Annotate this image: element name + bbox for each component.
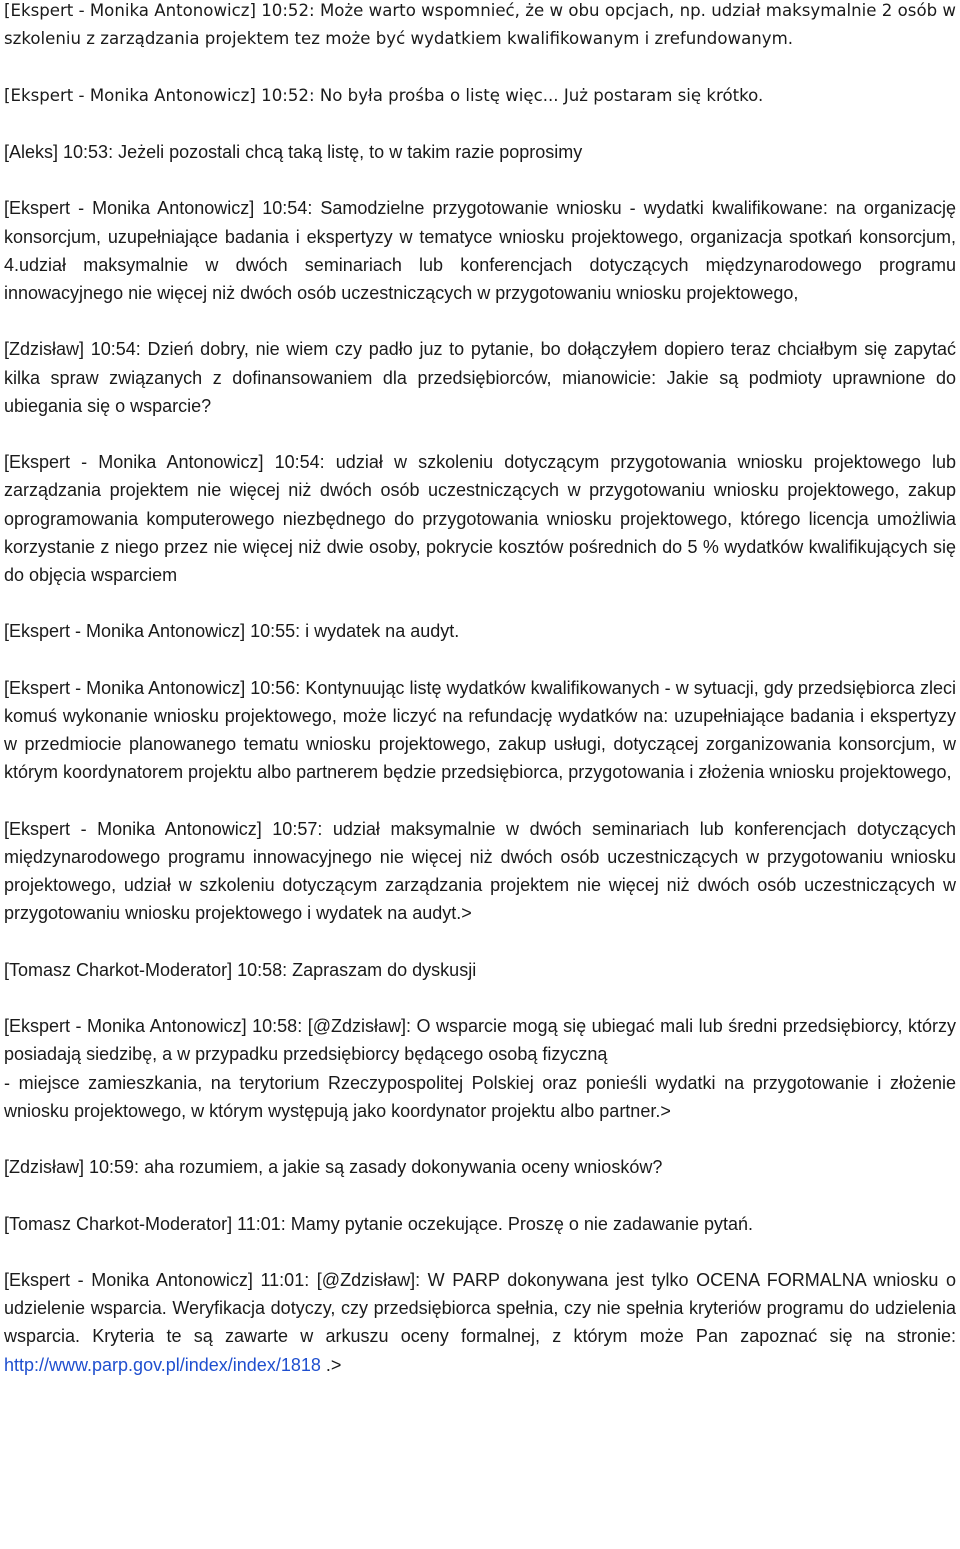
message-5: [Zdzisław] 10:54: Dzień dobry, nie wiem czy padło juz to pytanie, bo dołączyłem dopiero teraz chciałbym się zapytać kilka spraw związanych z dofinansowaniem dla przedsiębiorców, mianowicie: Jakie są podmioty uprawnione do ubiegania się o wsparcie? bbox=[4, 339, 956, 416]
parp-link[interactable]: http://www.parp.gov.pl/index/index/1818 bbox=[4, 1354, 321, 1375]
message-11: [Ekspert - Monika Antonowicz] 10:58: [@Zdzisław]: O wsparcie mogą się ubiegać mali lub średni przedsiębiorcy, którzy posiadają siedzibę, a w przypadku przedsiębiorcy będącego osobą fizyczną bbox=[4, 1016, 956, 1065]
chat-transcript bbox=[4, 0, 956, 1379]
message-3: [Aleks] 10:53: Jeżeli pozostali chcą taką listę, to w takim razie poprosimy bbox=[4, 141, 583, 162]
message-1: [Ekspert - Monika Antonowicz] 10:52: Może warto wspomnieć, że w obu opcjach, np. udział maksymalnie 2 osób w szkoleniu z zarządzania projektem tez może być wydatkiem kwalifikowanym i zrefundowanym. bbox=[4, 1, 956, 49]
message-14-text: [Ekspert - Monika Antonowicz] 11:01: [@Zdzisław]: W PARP dokonywana jest tylko OCENA FORMALNA wniosku o udzielenie wsparcia. Weryfikacja dotyczy, czy przedsiębiorca spełnia, czy nie spełnia kryteriów programu do udzielenia wsparcia. Kryteria te są zawarte w arkuszu oceny formalnej, z którym może Pan zapoznać się na stronie: bbox=[4, 1269, 956, 1347]
message-6: [Ekspert - Monika Antonowicz] 10:54: udział w szkoleniu dotyczącym przygotowania wniosku projektowego lub zarządzania projektem nie więcej niż dwóch osób uczestniczących w przygotowaniu wniosku projektowego, zakup oprogramowania komputerowego niezbędnego do przygotowania wniosku projektowego, którego licencja umożliwia korzystanie z niego przez nie więcej niż dwie osoby, pokrycie kosztów pośrednich do 5 % wydatków kwalifikujących się do objęcia wsparciem bbox=[4, 452, 956, 585]
message-9: [Ekspert - Monika Antonowicz] 10:57: udział maksymalnie w dwóch seminariach lub konferencjach dotyczących międzynarodowego programu innowacyjnego nie więcej niż dwóch osób uczestniczących w przygotowaniu wniosku projektowego, udział w szkoleniu dotyczącym zarządzania projektem nie więcej niż dwóch osób uczestniczących w przygotowaniu wniosku projektowego i wydatek na audyt.> bbox=[4, 818, 956, 924]
message-10: [Tomasz Charkot-Moderator] 10:58: Zapraszam do dyskusji bbox=[4, 959, 477, 980]
message-12: [Zdzisław] 10:59: aha rozumiem, a jakie są zasady dokonywania oceny wniosków? bbox=[4, 1157, 663, 1178]
message-4: [Ekspert - Monika Antonowicz] 10:54: Samodzielne przygotowanie wniosku - wydatki kwalifikowane: na organizację konsorcjum, uzupełniające badania i ekspertyzy w tematyce wniosku projektowego, organizacja spotkań konsorcjum, 4.udział maksymalnie w dwóch seminariach lub konferencjach dotyczących międzynarodowego programu innowacyjnego nie więcej niż dwóch osób uczestniczących w przygotowaniu wniosku projektowego, bbox=[4, 198, 956, 303]
message-14-suffix: .> bbox=[320, 1354, 342, 1375]
message-2: [Ekspert - Monika Antonowicz] 10:52: No była prośba o listę więc... Już postaram się krótko. bbox=[4, 85, 764, 105]
message-8: [Ekspert - Monika Antonowicz] 10:56: Kontynuując listę wydatków kwalifikowanych - w sytuacji, gdy przedsiębiorca zleci komuś wykonanie wniosku projektowego, może liczyć na refundację wydatków na: uzupełniające badania i ekspertyzy w przedmiocie planowanego tematu wniosku projektowego, zakup usługi, dotyczącej zorganizowania konsorcjum, w którym koordynatorem projektu albo partnerem będzie przedsiębiorca, przygotowania i złożenia wniosku projektowego, bbox=[4, 677, 956, 783]
message-13: [Tomasz Charkot-Moderator] 11:01: Mamy pytanie oczekujące. Proszę o nie zadawanie pytań. bbox=[4, 1213, 754, 1234]
message-14 bbox=[4, 1266, 956, 1379]
message-11-continuation: - miejsce zamieszkania, na terytorium Rzeczypospolitej Polskiej oraz ponieśli wydatki na przygotowanie i złożenie wniosku projektowego, w którym występują jako koordynator projektu albo partner.> bbox=[4, 1072, 956, 1121]
message-7: [Ekspert - Monika Antonowicz] 10:55: i wydatek na audyt. bbox=[4, 621, 460, 642]
